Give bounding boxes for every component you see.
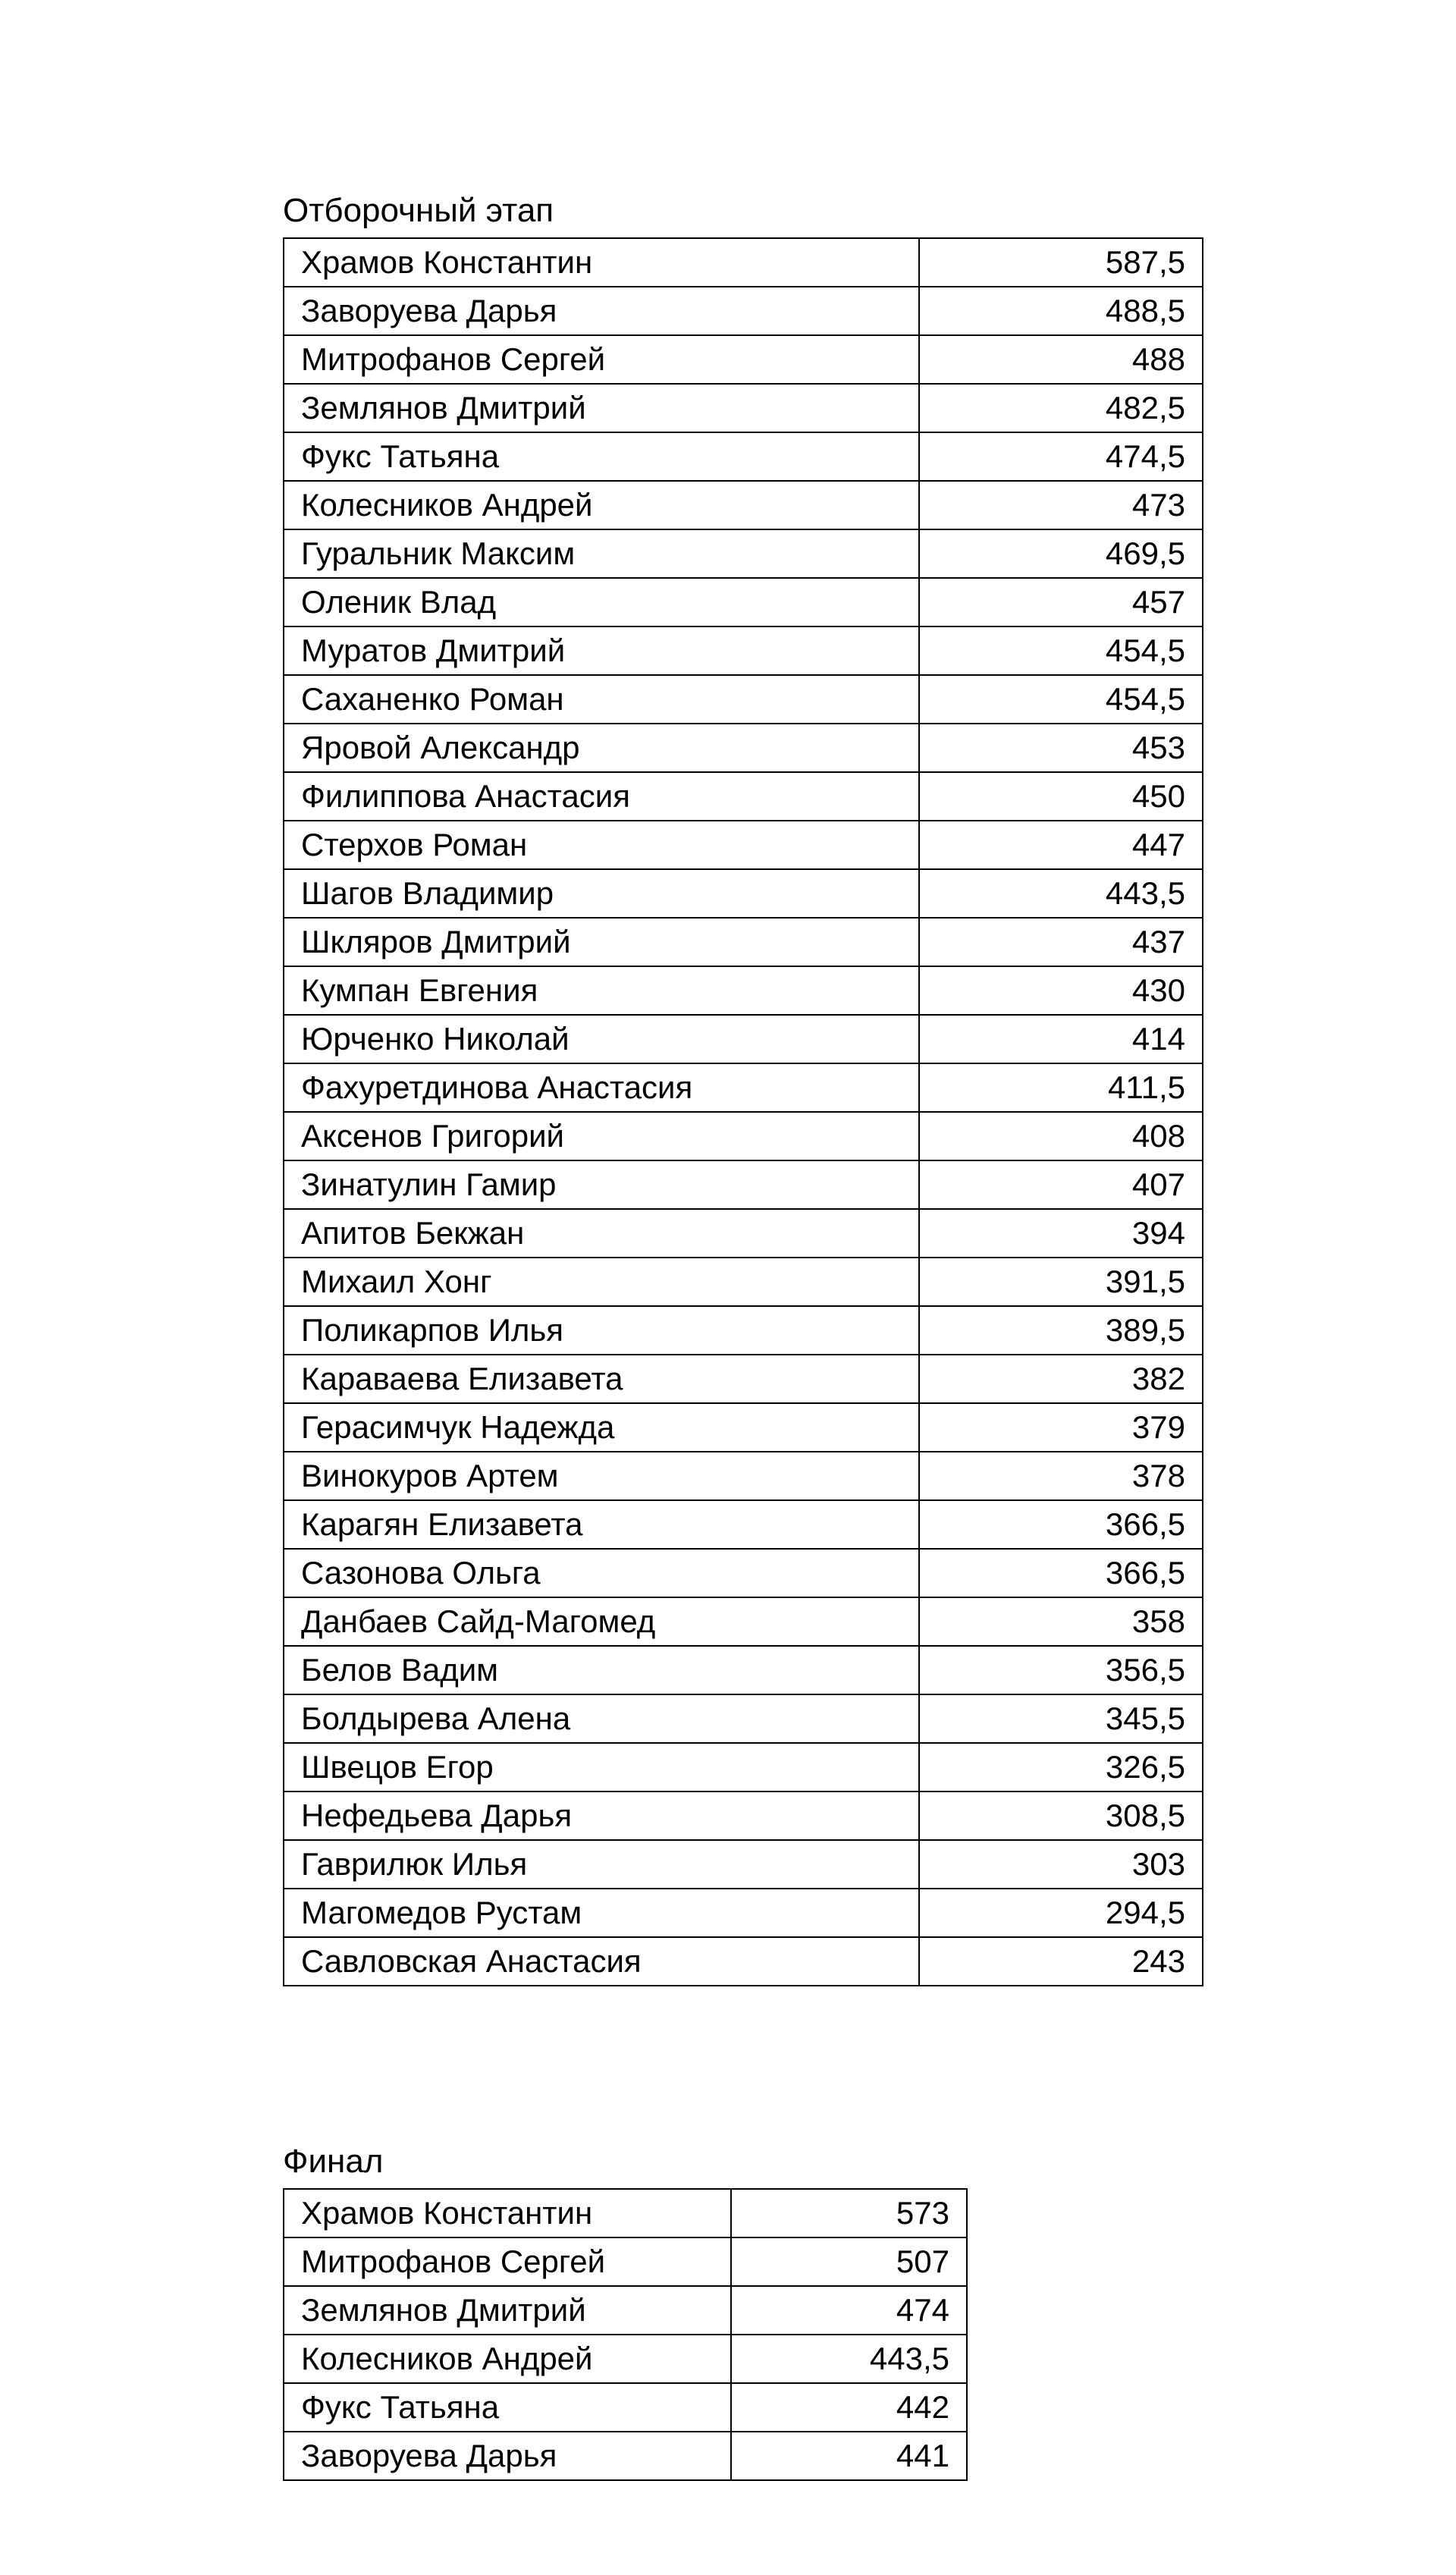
participant-name: Карагян Елизавета xyxy=(284,1500,919,1549)
participant-score: 391,5 xyxy=(919,1258,1203,1306)
participant-name: Землянов Дмитрий xyxy=(284,384,919,432)
table-row xyxy=(284,966,1203,1015)
table-row xyxy=(284,1743,1203,1792)
participant-name: Гуральник Максим xyxy=(284,529,919,578)
participant-name: Шкляров Дмитрий xyxy=(284,918,919,966)
participant-score: 488,5 xyxy=(919,287,1203,335)
participant-score: 573 xyxy=(731,2189,967,2237)
table-row xyxy=(284,1937,1203,1986)
participant-score: 442 xyxy=(731,2383,967,2432)
participant-score: 366,5 xyxy=(919,1549,1203,1597)
participant-score: 469,5 xyxy=(919,529,1203,578)
table-row xyxy=(284,1403,1203,1452)
participant-name: Храмов Константин xyxy=(284,238,919,287)
table-row xyxy=(284,1500,1203,1549)
participant-name: Фукс Татьяна xyxy=(284,2383,731,2432)
table-row xyxy=(284,918,1203,966)
table-row xyxy=(284,1597,1203,1646)
participant-score: 474 xyxy=(731,2286,967,2335)
table-row xyxy=(284,1889,1203,1937)
participant-name: Апитов Бекжан xyxy=(284,1209,919,1258)
participant-name: Швецов Егор xyxy=(284,1743,919,1792)
participant-name: Аксенов Григорий xyxy=(284,1112,919,1160)
participant-score: 389,5 xyxy=(919,1306,1203,1355)
participant-name: Храмов Константин xyxy=(284,2189,731,2237)
table-row xyxy=(284,1452,1203,1500)
participant-score: 358 xyxy=(919,1597,1203,1646)
participant-score: 443,5 xyxy=(731,2335,967,2383)
participant-score: 303 xyxy=(919,1840,1203,1889)
qualifying-stage-title: Отборочный этап xyxy=(283,192,554,229)
table-row xyxy=(284,432,1203,481)
participant-score: 308,5 xyxy=(919,1792,1203,1840)
participant-name: Заворуева Дарья xyxy=(284,2432,731,2480)
qualifying-results-body xyxy=(284,238,1203,1986)
participant-name: Сазонова Ольга xyxy=(284,1549,919,1597)
table-row xyxy=(284,1160,1203,1209)
table-row xyxy=(284,869,1203,918)
table-row xyxy=(284,1063,1203,1112)
participant-score: 407 xyxy=(919,1160,1203,1209)
participant-name: Яровой Александр xyxy=(284,724,919,772)
table-row xyxy=(284,1258,1203,1306)
participant-name: Землянов Дмитрий xyxy=(284,2286,731,2335)
participant-name: Митрофанов Сергей xyxy=(284,335,919,384)
participant-score: 243 xyxy=(919,1937,1203,1986)
participant-score: 507 xyxy=(731,2237,967,2286)
participant-name: Фукс Татьяна xyxy=(284,432,919,481)
participant-score: 430 xyxy=(919,966,1203,1015)
participant-name: Зинатулин Гамир xyxy=(284,1160,919,1209)
participant-name: Кумпан Евгения xyxy=(284,966,919,1015)
participant-name: Фахуретдинова Анастасия xyxy=(284,1063,919,1112)
participant-score: 473 xyxy=(919,481,1203,529)
table-row xyxy=(284,772,1203,821)
table-row xyxy=(284,821,1203,869)
participant-score: 408 xyxy=(919,1112,1203,1160)
table-row xyxy=(284,2189,967,2237)
participant-score: 450 xyxy=(919,772,1203,821)
table-row xyxy=(284,384,1203,432)
qualifying-results-table xyxy=(283,237,1203,1986)
participant-name: Винокуров Артем xyxy=(284,1452,919,1500)
participant-score: 454,5 xyxy=(919,675,1203,724)
table-row xyxy=(284,529,1203,578)
table-row xyxy=(284,2335,967,2383)
participant-name: Митрофанов Сергей xyxy=(284,2237,731,2286)
participant-score: 294,5 xyxy=(919,1889,1203,1937)
participant-name: Данбаев Сайд-Магомед xyxy=(284,1597,919,1646)
participant-score: 382 xyxy=(919,1355,1203,1403)
participant-score: 587,5 xyxy=(919,238,1203,287)
participant-name: Герасимчук Надежда xyxy=(284,1403,919,1452)
table-row xyxy=(284,675,1203,724)
participant-name: Оленик Влад xyxy=(284,578,919,626)
table-row xyxy=(284,2237,967,2286)
table-row xyxy=(284,1646,1203,1694)
participant-score: 441 xyxy=(731,2432,967,2480)
table-row xyxy=(284,1355,1203,1403)
participant-name: Поликарпов Илья xyxy=(284,1306,919,1355)
table-row xyxy=(284,335,1203,384)
participant-name: Болдырева Алена xyxy=(284,1694,919,1743)
participant-name: Стерхов Роман xyxy=(284,821,919,869)
participant-score: 345,5 xyxy=(919,1694,1203,1743)
table-row xyxy=(284,1015,1203,1063)
final-results-body xyxy=(284,2189,967,2480)
participant-score: 326,5 xyxy=(919,1743,1203,1792)
participant-name: Колесников Андрей xyxy=(284,2335,731,2383)
final-stage-title: Финал xyxy=(283,2143,384,2180)
participant-score: 356,5 xyxy=(919,1646,1203,1694)
participant-name: Гаврилюк Илья xyxy=(284,1840,919,1889)
participant-name: Михаил Хонг xyxy=(284,1258,919,1306)
table-row xyxy=(284,626,1203,675)
table-row xyxy=(284,724,1203,772)
participant-score: 447 xyxy=(919,821,1203,869)
participant-score: 474,5 xyxy=(919,432,1203,481)
participant-score: 394 xyxy=(919,1209,1203,1258)
table-row xyxy=(284,1694,1203,1743)
participant-name: Нефедьева Дарья xyxy=(284,1792,919,1840)
participant-score: 411,5 xyxy=(919,1063,1203,1112)
participant-score: 454,5 xyxy=(919,626,1203,675)
participant-name: Караваева Елизавета xyxy=(284,1355,919,1403)
participant-score: 457 xyxy=(919,578,1203,626)
table-row xyxy=(284,2383,967,2432)
table-row xyxy=(284,287,1203,335)
participant-name: Муратов Дмитрий xyxy=(284,626,919,675)
table-row xyxy=(284,238,1203,287)
table-row xyxy=(284,2432,967,2480)
table-row xyxy=(284,481,1203,529)
table-row xyxy=(284,1112,1203,1160)
participant-name: Магомедов Рустам xyxy=(284,1889,919,1937)
table-row xyxy=(284,1306,1203,1355)
participant-name: Юрченко Николай xyxy=(284,1015,919,1063)
table-row xyxy=(284,1209,1203,1258)
participant-score: 378 xyxy=(919,1452,1203,1500)
participant-name: Саханенко Роман xyxy=(284,675,919,724)
participant-score: 414 xyxy=(919,1015,1203,1063)
table-row xyxy=(284,1549,1203,1597)
participant-score: 453 xyxy=(919,724,1203,772)
participant-name: Заворуева Дарья xyxy=(284,287,919,335)
participant-name: Шагов Владимир xyxy=(284,869,919,918)
participant-name: Белов Вадим xyxy=(284,1646,919,1694)
participant-score: 437 xyxy=(919,918,1203,966)
table-row xyxy=(284,578,1203,626)
participant-score: 482,5 xyxy=(919,384,1203,432)
participant-score: 379 xyxy=(919,1403,1203,1452)
participant-name: Филиппова Анастасия xyxy=(284,772,919,821)
final-results-table xyxy=(283,2188,968,2481)
participant-score: 366,5 xyxy=(919,1500,1203,1549)
participant-name: Савловская Анастасия xyxy=(284,1937,919,1986)
participant-score: 488 xyxy=(919,335,1203,384)
table-row xyxy=(284,1792,1203,1840)
participant-score: 443,5 xyxy=(919,869,1203,918)
table-row xyxy=(284,2286,967,2335)
table-row xyxy=(284,1840,1203,1889)
participant-name: Колесников Андрей xyxy=(284,481,919,529)
